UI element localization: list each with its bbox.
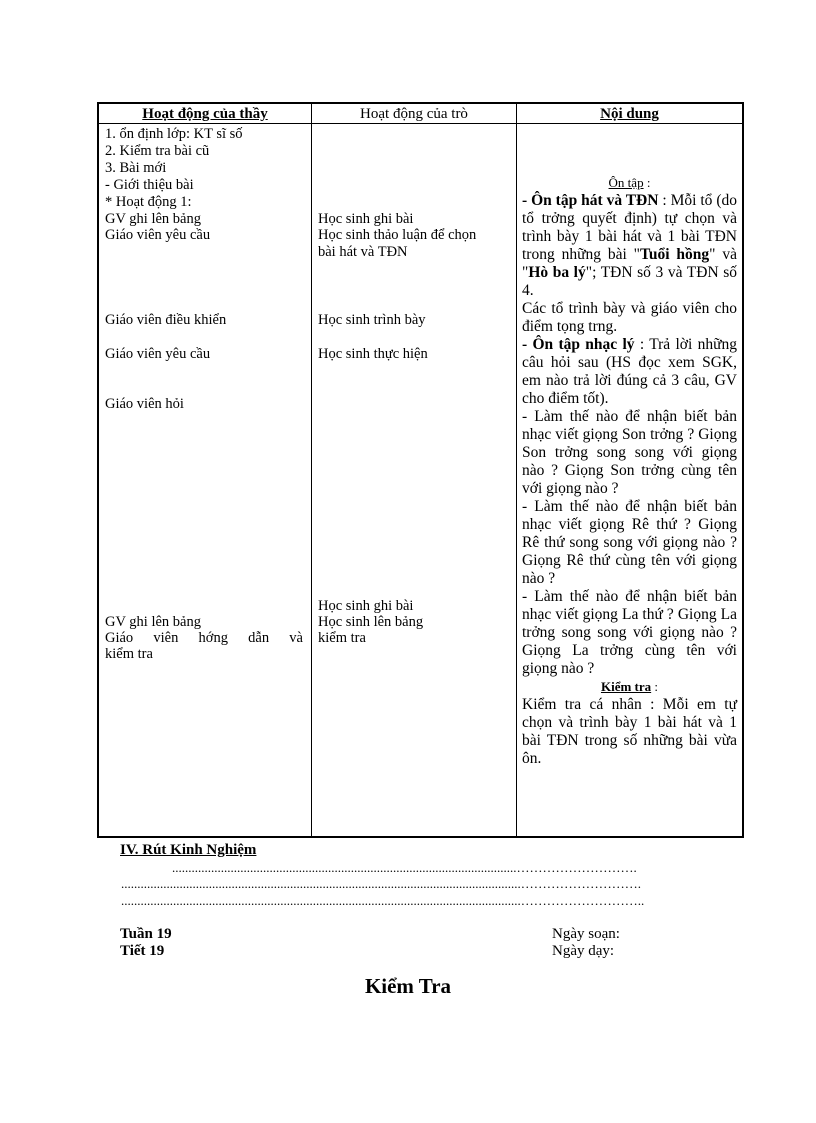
student-line: Học sinh ghi bài — [318, 598, 414, 614]
student-line: Học sinh thực hiện — [318, 346, 428, 362]
week-label: Tuần 19 — [120, 926, 172, 942]
teacher-line: Giáo viên yêu cầu — [105, 227, 211, 243]
kiem-tra-subtitle: Kiểm tra — [600, 679, 652, 694]
column-divider — [311, 104, 312, 836]
prep-date-label: Ngày soạn: — [552, 926, 620, 942]
content-paragraph: Các tổ trình bày và giáo viên cho điểm tọng trng. — [522, 300, 737, 335]
lesson-table — [97, 102, 744, 838]
teach-date-label: Ngày dạy: — [552, 943, 615, 959]
student-line: bài hát và TĐN — [318, 244, 408, 260]
teacher-line: GV ghi lên bảng — [105, 614, 201, 630]
teacher-line: 3. Bài mới — [105, 160, 167, 176]
header-content: Nội dung — [600, 106, 659, 122]
student-line: Học sinh ghi bài — [318, 211, 414, 227]
rkn-title: IV. Rút Kinh Nghiệm — [120, 842, 257, 858]
content-column: Ôn tập : - Ôn tập hát và TĐN : Mỗi tổ (do tổ trởng quyết định) tự chọn và trình bày 1 bài hát và 1 bài TĐN trong những bài "Tuổi hồng" và "Hò ba lý"; TĐN số 3 và TĐN số 4. Các tổ trình bày và giáo viên cho điểm tọng trng. - Ôn tập nhạc lý : Trả lời những câu hỏi sau (HS đọc xem SGK, em nào trả lời đúng cả 3 câu, GV cho điểm tốt). - Làm thế nào để nhận biết bản nhạc viết giọng Son trởng ? Giọng Son trởng song song với giọng nào ? Giọng Son trởng cùng tên với giọng nào ? - Làm thế nào để nhận biết bản nhạc viết giọng Rê thứ ? Giọng Rê thứ song song với giọng nào ? Giọng Rê thứ cùng tên với giọng nào ? - Làm thế nào để nhận biết bản nhạc viết giọng La thứ ? Giọng La trởng song song với giọng nào ? Giọng La trởng cùng tên với giọng nào ? Kiểm tra : Kiểm tra cá nhân : Mỗi em tự chọn và trình bày 1 bài hát và 1 bài TĐN trong số những bài vừa ôn. — [522, 175, 738, 767]
content-paragraph: - Ôn tập hát và TĐN : Mỗi tổ (do tổ trởng quyết định) tự chọn và trình bày 1 bài hát và 1 bài TĐN trong những bài "Tuổi hồng" và "Hò ba lý"; TĐN số 3 và TĐN số 4. — [522, 192, 738, 299]
content-paragraph: - Ôn tập nhạc lý : Trả lời những câu hỏi sau (HS đọc xem SGK, em nào trả lời đúng cả 3 câu, GV cho điểm tốt). — [522, 336, 737, 407]
page-title: Kiểm Tra — [364, 974, 452, 998]
on-tap-title: Ôn tập — [608, 175, 644, 190]
teacher-line: Giáo viên điều khiển — [105, 312, 227, 328]
teacher-line: 2. Kiểm tra bài cũ — [105, 143, 210, 159]
student-line: Học sinh thảo luận để chọn — [318, 227, 477, 243]
period-label: Tiết 19 — [120, 943, 165, 959]
header-teacher: Hoạt động của thầy — [142, 106, 268, 122]
question-paragraph: - Làm thế nào để nhận biết bản nhạc viết giọng La thứ ? Giọng La trởng song song với giọng nào ? Giọng La trởng cùng tên với giọng nào ? — [522, 588, 737, 677]
dotted-line: ..........................................................................................................………………………. — [172, 860, 637, 875]
question-paragraph: - Làm thế nào để nhận biết bản nhạc viết giọng Son trởng ? Giọng Son trởng song song với giọng nào ? Giọng Son trởng cùng tên với giọng nào ? — [522, 408, 737, 497]
column-divider — [516, 104, 517, 836]
content-paragraph: Kiểm tra cá nhân : Mỗi em tự chọn và trình bày 1 bài hát và 1 bài TĐN trong số những bài vừa ôn. — [522, 696, 737, 767]
teacher-line: * Hoạt động 1: — [105, 194, 192, 210]
dotted-line: ...........................................................................................................................……………………….. — [121, 893, 645, 908]
dotted-line: ...........................................................................................................................………………………. — [121, 876, 641, 891]
teacher-line: - Giới thiệu bài — [105, 177, 194, 193]
header-divider — [99, 123, 742, 124]
teacher-line: Giáo viên hỏi — [105, 396, 184, 412]
teacher-line: kiểm tra — [105, 646, 153, 662]
student-line: Học sinh trình bày — [318, 312, 426, 328]
teacher-line: Giáo viên hớng dẫn và — [105, 630, 303, 646]
question-paragraph: - Làm thế nào để nhận biết bản nhạc viết giọng Rê thứ ? Giọng Rê thứ song song với giọng nào ? Giọng Rê thứ cùng tên với giọng nào ? — [522, 498, 737, 587]
header-student: Hoạt động của trò — [360, 106, 468, 122]
teacher-line: 1. ổn định lớp: KT sĩ số — [105, 126, 243, 142]
teacher-line: GV ghi lên bảng — [105, 211, 201, 227]
student-line: kiểm tra — [318, 630, 366, 646]
teacher-line: Giáo viên yêu cầu — [105, 346, 211, 362]
student-line: Học sinh lên bảng — [318, 614, 424, 630]
